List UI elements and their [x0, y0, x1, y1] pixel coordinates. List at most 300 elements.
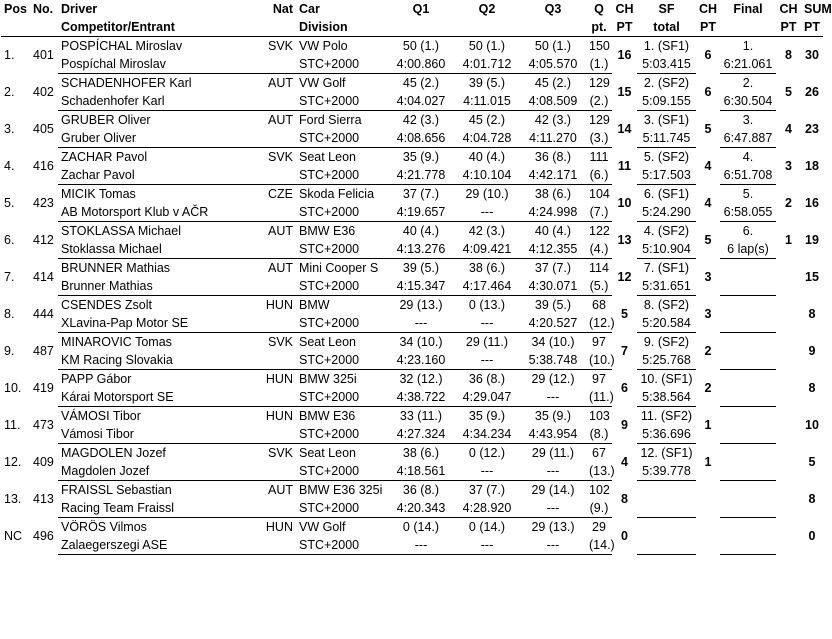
q3-time: 4:43.954: [520, 425, 586, 444]
competitor-entrant: Kárai Motorsport SE: [58, 388, 258, 407]
q2-time: ---: [454, 536, 520, 555]
position-cell: 10.: [4, 381, 22, 395]
header-q1: Q1: [412, 2, 430, 16]
semifinal-result: 2. (SF2): [643, 76, 690, 90]
final-time: [720, 388, 776, 407]
q3-time: 4:42.171: [520, 166, 586, 185]
competitor-entrant: Magdolen Jozef: [58, 462, 258, 481]
header-ch-sf: CH: [699, 2, 718, 16]
semifinal-result: 3. (SF1): [643, 113, 690, 127]
championship-points-sum: 16: [805, 196, 819, 210]
championship-points-final: [776, 296, 801, 333]
semifinal-result: 6. (SF1): [643, 187, 690, 201]
position-cell: 1.: [4, 48, 15, 63]
semifinal-time: 5:31.651: [637, 277, 696, 296]
header-q3-sub: [520, 18, 586, 37]
qualifying-rank: (9.): [586, 499, 612, 518]
final-position: 6.: [742, 224, 754, 238]
qualifying-rank: (14.): [586, 536, 612, 555]
car-number-cell: 412: [33, 233, 54, 247]
q1-points: 38 (6.): [402, 446, 440, 460]
championship-points-qualifying: 0: [621, 529, 628, 543]
final-time: 6:58.055: [720, 203, 776, 222]
qualifying-rank: (2.): [586, 92, 612, 111]
nationality: AUT: [268, 224, 293, 238]
semifinal-time: 5:24.290: [637, 203, 696, 222]
driver-name: STOKLASSA Michael: [61, 224, 181, 238]
championship-points-sum: 9: [808, 344, 816, 358]
qualifying-rank: (5.): [586, 277, 612, 296]
nationality: SVK: [267, 39, 293, 53]
car-number-cell: 409: [33, 455, 54, 469]
header-ch-sf-pt: PT: [696, 18, 720, 37]
final-time: [720, 277, 776, 296]
car-number-cell: 487: [33, 344, 54, 358]
final-position: 3.: [742, 113, 754, 127]
car-model: BMW E36: [299, 409, 356, 423]
car-number-cell: 402: [33, 85, 54, 99]
championship-points-semifinal: 4: [704, 159, 712, 173]
semifinal-time: 5:38.564: [637, 388, 696, 407]
championship-points-sum: 30: [805, 48, 819, 63]
final-position: [720, 481, 776, 500]
nationality-spacer: [258, 92, 296, 111]
q1-points: 0 (14.): [402, 520, 440, 534]
header-ch-final: CH: [779, 2, 798, 16]
driver-name: PAPP Gábor: [61, 372, 132, 386]
results-table: [1, 0, 832, 555]
header-competitor: Competitor/Entrant: [58, 18, 258, 37]
nationality: HUN: [265, 298, 293, 312]
q3-time: 5:38.748: [520, 351, 586, 370]
q1-points: 32 (12.): [399, 372, 443, 386]
division: STC+2000: [296, 499, 388, 518]
q2-points: 40 (4.): [468, 150, 506, 164]
championship-points-semifinal: 1: [704, 455, 712, 469]
championship-points-final: [776, 259, 801, 296]
division: STC+2000: [296, 536, 388, 555]
final-time: [720, 351, 776, 370]
championship-points-qualifying: 6: [621, 381, 628, 395]
q3-points: 42 (3.): [534, 113, 572, 127]
division: STC+2000: [296, 388, 388, 407]
q3-points: 37 (7.): [534, 261, 572, 275]
q1-time: 4:27.324: [388, 425, 454, 444]
header-division: Division: [296, 18, 388, 37]
competitor-entrant: Zalaegerszegi ASE: [58, 536, 258, 555]
q1-time: 4:15.347: [388, 277, 454, 296]
final-position: [720, 518, 776, 537]
division: STC+2000: [296, 129, 388, 148]
position-cell: 6.: [4, 233, 15, 247]
driver-name: MAGDOLEN Jozef: [61, 446, 166, 460]
qualifying-points: 102: [589, 483, 610, 497]
division: STC+2000: [296, 425, 388, 444]
header-q-pt: pt.: [586, 18, 612, 37]
q2-points: 50 (1.): [468, 39, 506, 53]
car-model: VW Golf: [299, 520, 346, 534]
qualifying-points: 114: [589, 261, 609, 275]
qualifying-points: 129: [589, 76, 610, 90]
header-q3: Q3: [544, 2, 562, 16]
q3-time: 4:05.570: [520, 55, 586, 74]
table-row: [1, 333, 823, 352]
q3-points: 29 (11.): [531, 446, 575, 460]
semifinal-time: 5:39.778: [637, 462, 696, 481]
q2-points: 42 (3.): [468, 224, 506, 238]
position-cell: 3.: [4, 122, 15, 136]
championship-points-semifinal: 6: [704, 85, 712, 99]
table-row: [1, 148, 823, 167]
championship-points-final: 8: [785, 48, 792, 63]
nationality: SVK: [267, 446, 293, 460]
qualifying-points: 97: [592, 335, 606, 349]
driver-name: SCHADENHOFER Karl: [61, 76, 192, 90]
championship-points-semifinal: 3: [704, 270, 712, 284]
table-row: [1, 407, 823, 426]
nationality-spacer: [258, 240, 296, 259]
header-sf: SF: [658, 2, 675, 16]
q3-points: 29 (12.): [531, 372, 575, 386]
final-position: [720, 370, 776, 389]
car-number-cell: 416: [33, 159, 54, 173]
nationality-spacer: [258, 129, 296, 148]
car-number-cell: 473: [33, 418, 54, 432]
competitor-entrant: AB Motorsport Klub v AČR: [58, 203, 258, 222]
position-cell: 13.: [4, 492, 22, 506]
position-cell: 7.: [4, 270, 15, 284]
division: STC+2000: [296, 351, 388, 370]
championship-points-final: 2: [785, 196, 792, 210]
qualifying-rank: (12.): [586, 314, 612, 333]
nationality-spacer: [258, 55, 296, 74]
championship-points-qualifying: 14: [617, 122, 632, 136]
qualifying-points: 67: [592, 446, 606, 460]
championship-points-qualifying: 10: [617, 196, 632, 210]
qualifying-rank: (8.): [586, 425, 612, 444]
q3-time: 4:30.071: [520, 277, 586, 296]
qualifying-rank: (10.): [586, 351, 612, 370]
nationality: SVK: [267, 335, 293, 349]
championship-points-qualifying: 4: [621, 455, 628, 469]
header-car: Car: [299, 2, 320, 16]
q2-time: 4:11.015: [454, 92, 520, 111]
q1-points: 33 (11.): [399, 409, 443, 423]
competitor-entrant: Gruber Oliver: [58, 129, 258, 148]
q1-time: 4:13.276: [388, 240, 454, 259]
final-position: [720, 333, 776, 352]
position-cell: 2.: [4, 85, 15, 99]
division: STC+2000: [296, 240, 388, 259]
car-number-cell: 405: [33, 122, 54, 136]
qualifying-rank: (13.): [586, 462, 612, 481]
championship-points-qualifying: 11: [617, 159, 632, 173]
q3-points: 39 (5.): [534, 298, 572, 312]
q1-time: 4:38.722: [388, 388, 454, 407]
competitor-entrant: Racing Team Fraissl: [58, 499, 258, 518]
q1-points: 40 (4.): [402, 224, 440, 238]
position-cell: 5.: [4, 196, 15, 210]
driver-name: POSPÍCHAL Miroslav: [61, 39, 183, 53]
header-no: No.: [33, 2, 54, 16]
q2-points: 0 (12.): [468, 446, 506, 460]
header-sum-pt: PT: [801, 18, 823, 37]
competitor-entrant: KM Racing Slovakia: [58, 351, 258, 370]
semifinal-result: 11. (SF2): [640, 409, 693, 423]
division: STC+2000: [296, 203, 388, 222]
q1-points: 42 (3.): [402, 113, 440, 127]
division: STC+2000: [296, 462, 388, 481]
q1-time: ---: [388, 536, 454, 555]
driver-name: ZACHAR Pavol: [61, 150, 148, 164]
championship-points-qualifying: 15: [617, 85, 632, 99]
competitor-entrant: Stoklassa Michael: [58, 240, 258, 259]
qualifying-points: 103: [589, 409, 610, 423]
q1-points: 36 (8.): [402, 483, 440, 497]
championship-points-semifinal: 4: [704, 196, 712, 210]
table-row: [1, 259, 823, 278]
final-position: [720, 296, 776, 315]
semifinal-result: 9. (SF2): [643, 335, 690, 349]
championship-points-sum: 26: [805, 85, 819, 99]
qualifying-rank: (3.): [586, 129, 612, 148]
nationality: SVK: [267, 150, 293, 164]
position-cell: 11.: [4, 418, 21, 432]
championship-points-semifinal: [696, 481, 720, 518]
final-time: 6 lap(s): [720, 240, 776, 259]
q2-points: 37 (7.): [468, 483, 506, 497]
header-row-2: [1, 18, 823, 37]
header-nat-sub: [258, 18, 296, 37]
q1-points: 35 (9.): [402, 150, 440, 164]
semifinal-time: [637, 536, 696, 555]
division: STC+2000: [296, 166, 388, 185]
championship-points-qualifying: 12: [617, 270, 632, 284]
q3-time: 4:08.509: [520, 92, 586, 111]
semifinal-result: 12. (SF1): [640, 446, 693, 460]
car-model: BMW E36: [299, 224, 356, 238]
qualifying-points: 122: [589, 224, 610, 238]
championship-points-semifinal: 2: [704, 381, 712, 395]
q1-points: 29 (13.): [399, 298, 443, 312]
header-row-1: [1, 0, 823, 18]
driver-name: FRAISSL Sebastian: [61, 483, 172, 497]
car-number-cell: 413: [33, 492, 54, 506]
header-q: Q: [594, 2, 604, 16]
championship-points-semifinal: 3: [704, 307, 712, 321]
championship-points-sum: 8: [808, 381, 816, 395]
championship-points-semifinal: 5: [704, 233, 712, 247]
championship-points-final: [776, 444, 801, 481]
q1-time: 4:20.343: [388, 499, 454, 518]
semifinal-time: 5:36.696: [637, 425, 696, 444]
position-cell: 9.: [4, 344, 15, 358]
championship-points-sum: 8: [808, 492, 816, 506]
q2-points: 45 (2.): [468, 113, 506, 127]
final-position: [720, 259, 776, 278]
q1-time: 4:00.860: [388, 55, 454, 74]
header-ch-q: CH: [615, 2, 634, 16]
header-sf-total: total: [637, 18, 696, 37]
car-number-cell: 419: [33, 381, 54, 395]
semifinal-result: 7. (SF1): [643, 261, 690, 275]
q3-time: ---: [520, 388, 586, 407]
qualifying-rank: (11.): [586, 388, 612, 407]
q3-time: ---: [520, 462, 586, 481]
qualifying-points: 104: [589, 187, 610, 201]
nationality: HUN: [265, 372, 293, 386]
header-q2-sub: [454, 18, 520, 37]
driver-name: BRUNNER Mathias: [61, 261, 171, 275]
competitor-entrant: XLavina-Pap Motor SE: [58, 314, 258, 333]
q1-points: 34 (10.): [399, 335, 443, 349]
q2-time: 4:10.104: [454, 166, 520, 185]
header-pos-sub: [1, 18, 30, 37]
nationality: AUT: [268, 76, 293, 90]
q3-time: ---: [520, 499, 586, 518]
q2-points: 0 (13.): [468, 298, 506, 312]
table-row: [1, 296, 823, 315]
championship-points-semifinal: 5: [704, 122, 712, 136]
semifinal-result: 10. (SF1): [640, 372, 693, 386]
q1-time: ---: [388, 314, 454, 333]
semifinal-time: 5:20.584: [637, 314, 696, 333]
q2-points: 29 (10.): [465, 187, 509, 201]
car-number-cell: 423: [33, 196, 54, 210]
nationality-spacer: [258, 499, 296, 518]
header-driver: Driver: [61, 2, 98, 16]
final-position: [720, 407, 776, 426]
qualifying-rank: (6.): [586, 166, 612, 185]
q1-points: 45 (2.): [402, 76, 440, 90]
qualifying-points: 29: [592, 520, 606, 534]
competitor-entrant: Pospíchal Miroslav: [58, 55, 258, 74]
q3-time: 4:20.527: [520, 314, 586, 333]
semifinal-result: [637, 518, 696, 537]
division: STC+2000: [296, 92, 388, 111]
driver-name: MINAROVIC Tomas: [61, 335, 172, 349]
q1-points: 37 (7.): [402, 187, 440, 201]
car-model: BMW: [299, 298, 330, 312]
championship-points-final: 5: [785, 85, 792, 99]
qualifying-rank: (1.): [586, 55, 612, 74]
nationality-spacer: [258, 462, 296, 481]
final-position: 1.: [742, 39, 754, 53]
nationality-spacer: [258, 314, 296, 333]
position-cell: 12.: [4, 455, 22, 469]
final-position: 5.: [742, 187, 754, 201]
q2-time: 4:34.234: [454, 425, 520, 444]
championship-points-qualifying: 5: [621, 307, 628, 321]
semifinal-result: 5. (SF2): [643, 150, 690, 164]
q3-points: 35 (9.): [534, 409, 572, 423]
q2-time: ---: [454, 462, 520, 481]
q1-time: 4:18.561: [388, 462, 454, 481]
table-row: [1, 37, 823, 56]
championship-points-final: [776, 518, 801, 555]
nationality: AUT: [268, 113, 293, 127]
division: STC+2000: [296, 314, 388, 333]
q3-time: 4:24.998: [520, 203, 586, 222]
final-time: [720, 425, 776, 444]
driver-name: VÖRÖS Vilmos: [61, 520, 147, 534]
q3-points: 34 (10.): [531, 335, 575, 349]
q2-time: 4:04.728: [454, 129, 520, 148]
final-time: 6:21.061: [720, 55, 776, 74]
q2-points: 35 (9.): [468, 409, 506, 423]
header-nat: Nat: [272, 2, 293, 16]
q1-time: 4:23.160: [388, 351, 454, 370]
car-model: Seat Leon: [299, 150, 356, 164]
final-time: [720, 462, 776, 481]
division: STC+2000: [296, 277, 388, 296]
nationality: HUN: [265, 409, 293, 423]
q2-time: ---: [454, 203, 520, 222]
competitor-entrant: Schadenhofer Karl: [58, 92, 258, 111]
header-ch-final-pt: PT: [776, 18, 801, 37]
q1-time: 4:21.778: [388, 166, 454, 185]
q2-time: 4:01.712: [454, 55, 520, 74]
header-q2: Q2: [478, 2, 496, 16]
nationality-spacer: [258, 277, 296, 296]
q3-points: 40 (4.): [534, 224, 572, 238]
qualifying-points: 150: [589, 39, 610, 53]
championship-points-qualifying: 7: [621, 344, 628, 358]
semifinal-time: 5:25.768: [637, 351, 696, 370]
car-model: VW Golf: [299, 76, 346, 90]
q2-points: 0 (14.): [468, 520, 506, 534]
q3-time: ---: [520, 536, 586, 555]
car-model: Skoda Felicia: [299, 187, 375, 201]
q3-points: 50 (1.): [534, 39, 572, 53]
competitor-entrant: Zachar Pavol: [58, 166, 258, 185]
q2-points: 39 (5.): [468, 76, 506, 90]
final-time: 6:51.708: [720, 166, 776, 185]
semifinal-result: 1. (SF1): [643, 39, 690, 53]
championship-points-qualifying: 13: [617, 233, 632, 247]
q2-time: 4:17.464: [454, 277, 520, 296]
q1-time: 4:19.657: [388, 203, 454, 222]
semifinal-result: 4. (SF2): [643, 224, 690, 238]
nationality-spacer: [258, 388, 296, 407]
championship-points-final: [776, 370, 801, 407]
qualifying-points: 68: [592, 298, 606, 312]
header-no-sub: [30, 18, 58, 37]
final-time: [720, 314, 776, 333]
car-model: BMW 325i: [299, 372, 357, 386]
q2-time: ---: [454, 314, 520, 333]
q3-points: 38 (6.): [534, 187, 572, 201]
qualifying-rank: (4.): [586, 240, 612, 259]
championship-points-sum: 15: [805, 270, 819, 284]
car-number-cell: 444: [33, 307, 54, 321]
nationality: AUT: [268, 261, 293, 275]
championship-points-final: [776, 481, 801, 518]
nationality: AUT: [268, 483, 293, 497]
semifinal-result: 8. (SF2): [643, 298, 690, 312]
qualifying-rank: (7.): [586, 203, 612, 222]
car-model: Seat Leon: [299, 335, 356, 349]
competitor-entrant: Brunner Mathias: [58, 277, 258, 296]
championship-points-sum: 23: [805, 122, 819, 136]
final-time: [720, 536, 776, 555]
car-number-cell: 496: [33, 529, 54, 543]
header-q1-sub: [388, 18, 454, 37]
final-time: 6:30.504: [720, 92, 776, 111]
q3-points: 36 (8.): [534, 150, 572, 164]
qualifying-points: 129: [589, 113, 610, 127]
championship-points-final: 1: [785, 233, 792, 247]
